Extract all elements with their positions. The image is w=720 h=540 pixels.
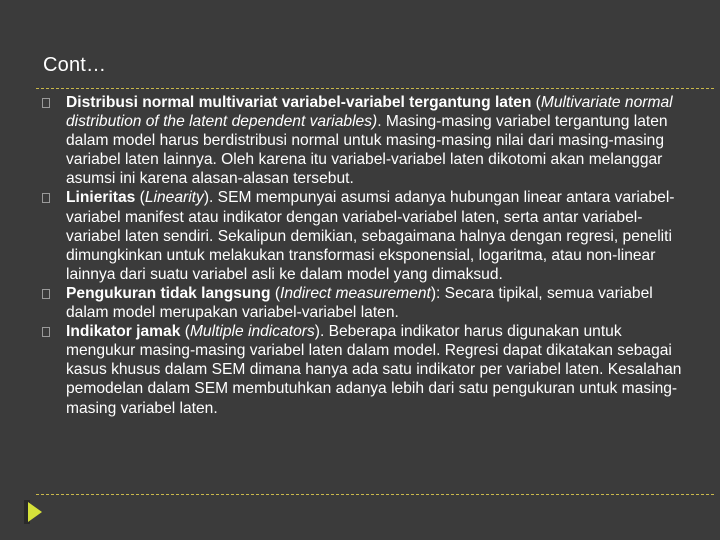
bullet-english-term: Multiple indicators [189, 323, 315, 341]
bullet-body: . Masing-masing variabel tergantung laten dalam model harus berdistribusi normal untuk masing-masing nilai dari masing-masing variabel laten lainnya. Oleh karena itu variabel-variabel laten dikotomi akan melanggar asumsi ini karena alasan-alasan tersebut. [66, 113, 668, 188]
footer-divider [36, 494, 714, 495]
next-slide-arrow-icon[interactable] [28, 502, 42, 522]
bullet-english-term: Multivariate normal distribution of the latent dependent variables) [66, 94, 673, 131]
bullet-paren-open: ( [270, 284, 281, 302]
bullet-body: ): Secara tipikal, semua variabel dalam model merupakan variabel-variabel laten. [66, 284, 653, 322]
bullet-heading: Pengukuran tidak langsung [66, 284, 271, 302]
bullet-heading: Indikator jamak [66, 323, 181, 341]
bullet-list [36, 93, 686, 418]
bullet-marker-icon [42, 327, 50, 337]
bullet-paren-open: ( [180, 323, 190, 341]
bullet-marker-icon [42, 193, 50, 203]
bullet-marker-icon [42, 289, 50, 299]
bullet-heading: Distribusi normal multivariat variabel-variabel tergantung laten [66, 94, 532, 111]
bullet-item [36, 322, 686, 417]
bullet-marker-icon [42, 98, 50, 108]
slide-title: Cont… [43, 54, 107, 76]
bullet-paren-open: ( [531, 94, 541, 111]
title-divider-top [36, 88, 714, 89]
bullet-english-term: Linearity [144, 189, 204, 207]
bullet-body: ). SEM mempunyai asumsi adanya hubungan linear antara variabel-variabel manifest atau indikator dengan variabel-variabel laten, serta antar variabel-variabel laten sendiri. Sekalipun demikian, sebagaimana halnya dengan regresi, peneliti dimungkinkan untuk melakukan transformasi eksponensial, logaritma, atau non-linear lainnya dari suatu variabel asli ke dalam model yang dimaksud. [66, 189, 675, 283]
bullet-english-term: Indirect measurement [280, 284, 431, 302]
bullet-heading: Linieritas [66, 189, 136, 207]
bullet-item [36, 284, 686, 322]
bullet-item [36, 93, 686, 188]
bullet-paren-open: ( [135, 189, 145, 207]
bullet-item [36, 188, 686, 283]
bullet-body: ). Beberapa indikator harus digunakan untuk mengukur masing-masing variabel laten dalam model. Regresi dapat dikatakan sebagai kasus khusus dalam SEM dimana hanya ada satu indikator per variabel laten. Kesalahan pemodelan dalam SEM membutuhkan adanya lebih dari satu pengukuran untuk masing-masing variabel laten. [66, 323, 682, 417]
